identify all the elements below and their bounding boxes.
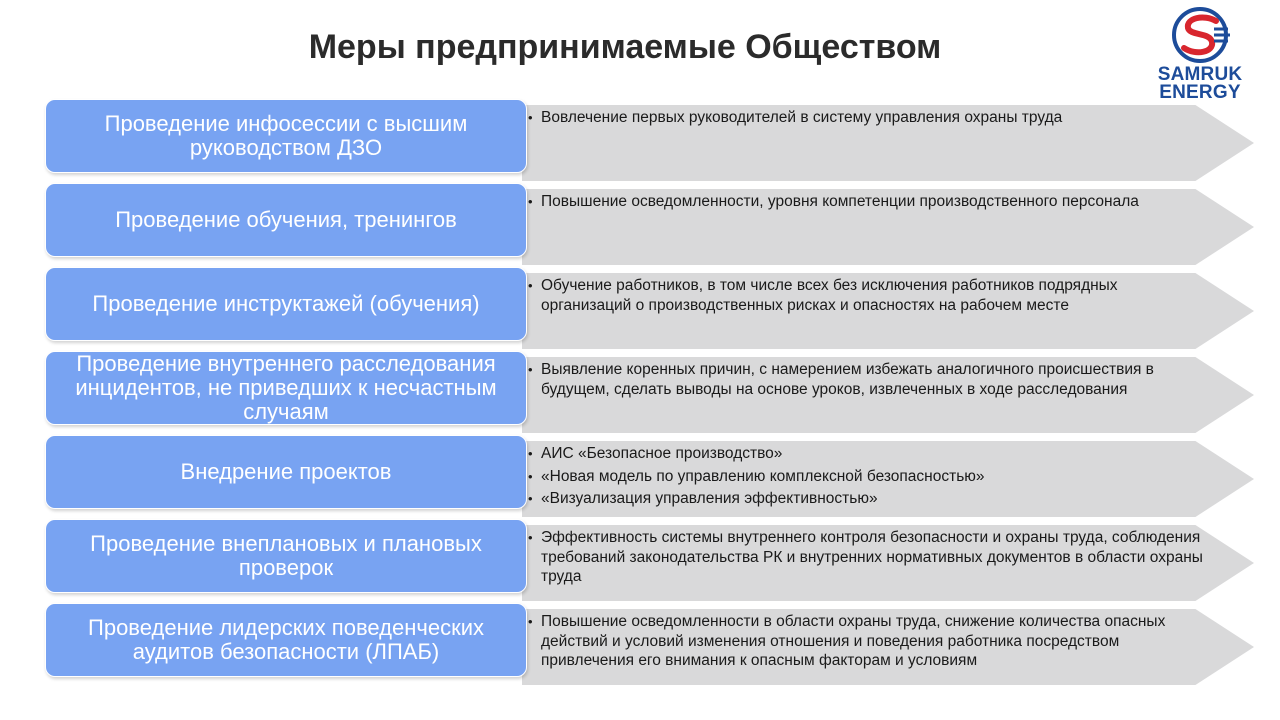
- measure-box: Проведение инфосессии с высшим руководством ДЗО: [45, 99, 527, 173]
- samruk-logo-emblem-icon: [1170, 6, 1230, 64]
- logo-text-line1: SAMRUK: [1157, 64, 1243, 85]
- description-list: [528, 528, 1208, 587]
- description-item: • Выявление коренных причин, с намерением избежать аналогичного происшествия в будущем, сделать выводы на основе уроков, извлеченных в ходе расследования: [528, 360, 1208, 399]
- description-item: • «Визуализация управления эффективностью»: [528, 489, 1208, 509]
- measure-box: Проведение инструктажей (обучения): [45, 267, 527, 341]
- description-list: [528, 444, 1208, 512]
- description-item: • Повышение осведомленности в области охраны труда, снижение количества опасных действий и условий изменения отношения и поведения работника посредством привлечения его внимания к опасным факторам и условиям: [528, 612, 1208, 671]
- description-list: [528, 276, 1208, 315]
- measure-row: [0, 519, 1280, 595]
- measure-row: [0, 351, 1280, 427]
- measure-row: [0, 183, 1280, 259]
- measure-box: Проведение внутреннего расследования инцидентов, не приведших к несчастным случаям: [45, 351, 527, 425]
- page-title: Меры предпринимаемые Обществом: [308, 28, 942, 66]
- measure-box: Проведение лидерских поведенческих аудитов безопасности (ЛПАБ): [45, 603, 527, 677]
- description-item: • Вовлечение первых руководителей в систему управления охраны труда: [528, 108, 1208, 128]
- measure-row: [0, 603, 1280, 679]
- measure-box: Проведение обучения, тренингов: [45, 183, 527, 257]
- measure-row: [0, 99, 1280, 175]
- description-list: [528, 108, 1208, 128]
- logo-text-line2: ENERGY: [1159, 82, 1241, 103]
- measure-row: [0, 435, 1280, 511]
- description-item: • Обучение работников, в том числе всех без исключения работников подрядных организаций о производственных рисках и опасностях на рабочем месте: [528, 276, 1208, 315]
- samruk-energy-logo: [1140, 6, 1260, 103]
- measure-box: Проведение внеплановых и плановых проверок: [45, 519, 527, 593]
- description-item: • АИС «Безопасное производство»: [528, 444, 1208, 464]
- description-item: • Эффективность системы внутреннего контроля безопасности и охраны труда, соблюдения требований законодательства РК и внутренних нормативных документов в области охраны труда: [528, 528, 1208, 587]
- measure-box: Внедрение проектов: [45, 435, 527, 509]
- description-list: [528, 360, 1208, 399]
- description-item: • «Новая модель по управлению комплексной безопасностью»: [528, 467, 1208, 487]
- description-item: • Повышение осведомленности, уровня компетенции производственного персонала: [528, 192, 1208, 212]
- description-list: [528, 612, 1208, 671]
- description-list: [528, 192, 1208, 212]
- measure-row: [0, 267, 1280, 343]
